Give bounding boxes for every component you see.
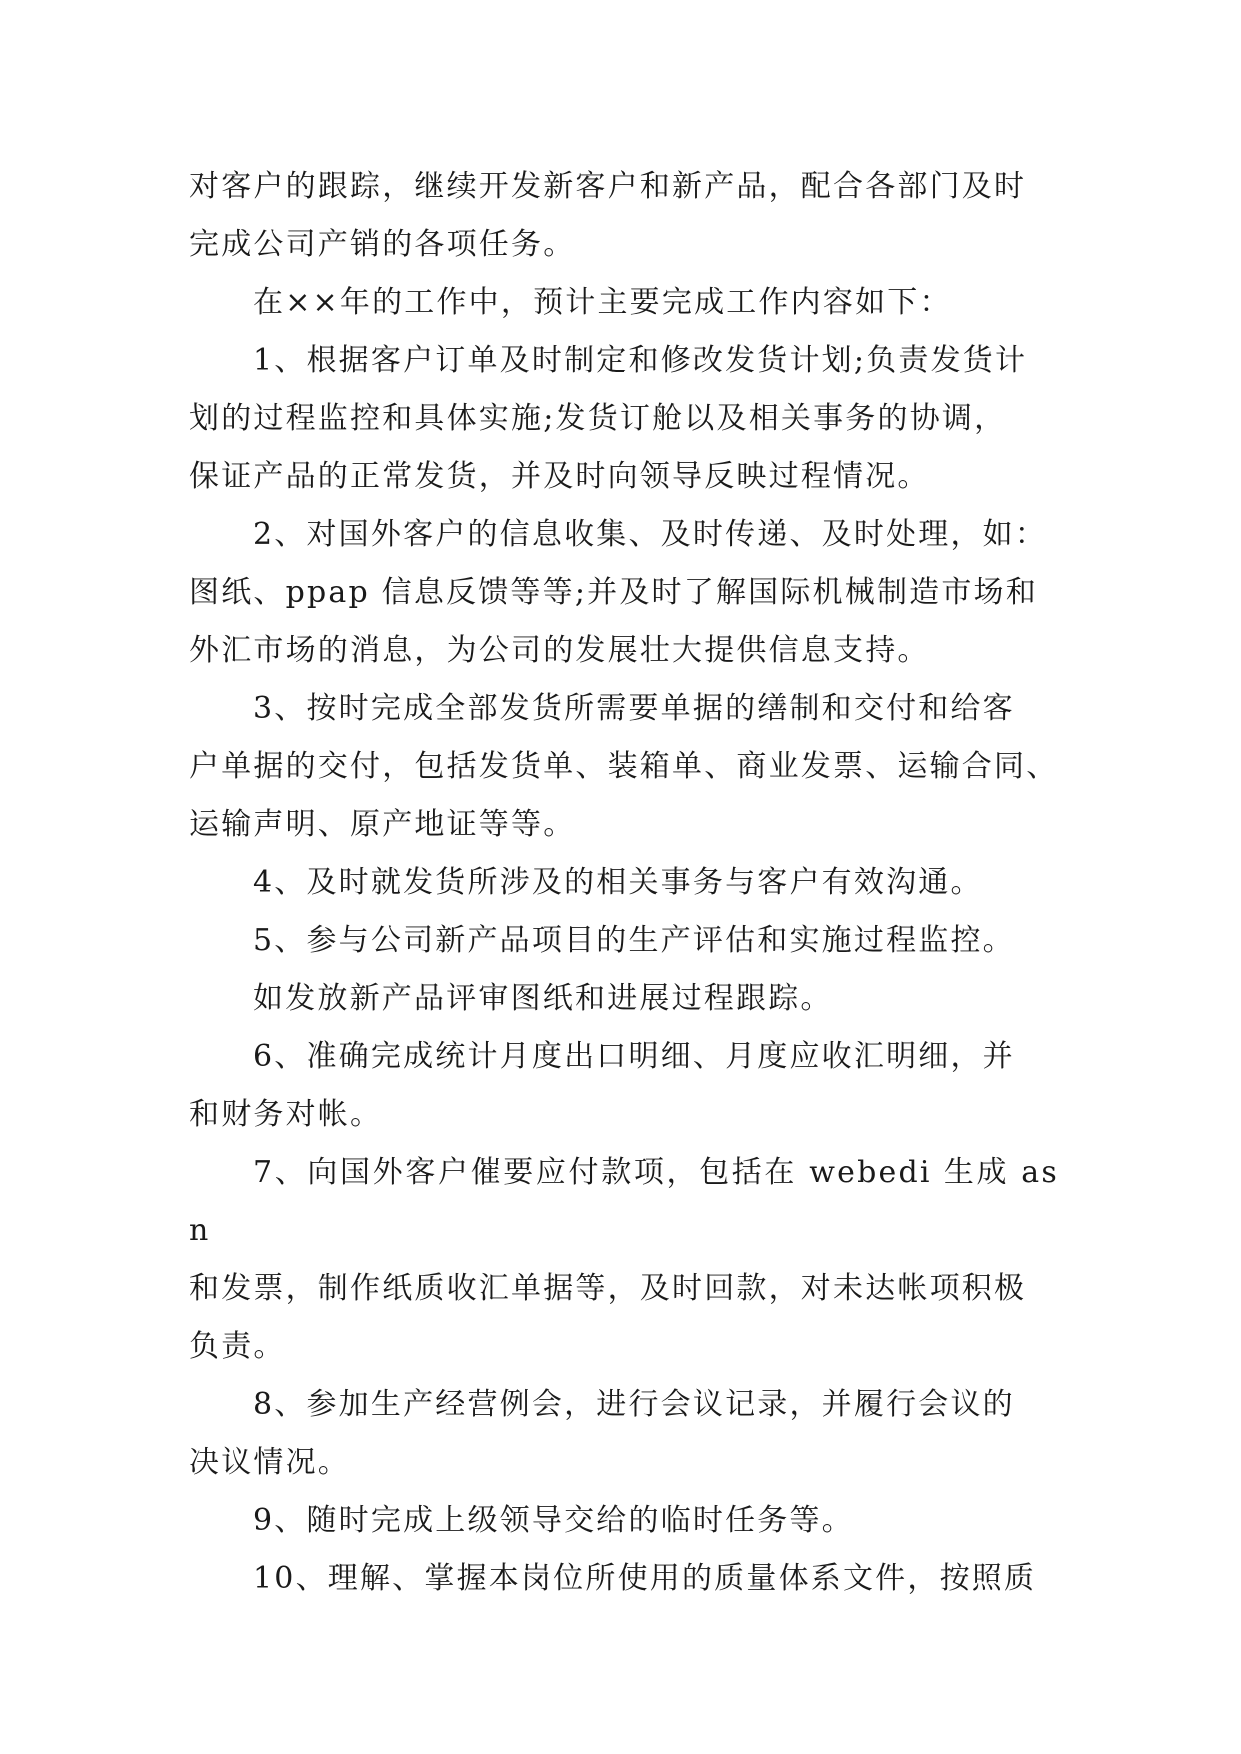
paragraph-item-2: 2、对国外客户的信息收集、及时传递、及时处理，如： 图纸、ppap 信息反馈等等;并及时了解国际机械制造市场和 外汇市场的消息，为公司的发展壮大提供信息支持。 bbox=[189, 517, 1048, 668]
paragraph-item-8: 8、参加生产经营例会，进行会议记录，并履行会议的 决议情况。 bbox=[189, 1387, 1015, 1480]
paragraph-item-7: 7、向国外客户催要应付款项，包括在 webedi 生成 asn 和发票，制作纸质收汇单据等，及时回款，对未达帐项积极 负责。 bbox=[189, 1155, 1059, 1364]
paragraph-item-5: 5、参与公司新产品项目的生产评估和实施过程监控。 bbox=[253, 923, 1015, 958]
document-page bbox=[189, 158, 1059, 1608]
paragraph-item-10: 10、理解、掌握本岗位所使用的质量体系文件，按照质 bbox=[253, 1561, 1037, 1596]
paragraph-item-9: 9、随时完成上级领导交给的临时任务等。 bbox=[253, 1503, 854, 1538]
paragraph-item-4: 4、及时就发货所涉及的相关事务与客户有效沟通。 bbox=[253, 865, 983, 900]
paragraph-continuation: 对客户的跟踪，继续开发新客户和新产品，配合各部门及时 完成公司产销的各项任务。 bbox=[189, 169, 1027, 262]
paragraph-item-1: 1、根据客户订单及时制定和修改发货计划;负责发货计 划的过程监控和具体实施;发货订舱以及相关事务的协调， 保证产品的正常发货，并及时向领导反映过程情况。 bbox=[189, 343, 1028, 494]
paragraph-item-3: 3、按时完成全部发货所需要单据的缮制和交付和给客 户单据的交付，包括发货单、装箱单、商业发票、运输合同、 运输声明、原产地证等等。 bbox=[189, 691, 1059, 842]
paragraph-item-6: 6、准确完成统计月度出口明细、月度应收汇明细，并 和财务对帐。 bbox=[189, 1039, 1015, 1132]
paragraph-item-5-detail: 如发放新产品评审图纸和进展过程跟踪。 bbox=[253, 981, 833, 1016]
paragraph-intro: 在××年的工作中，预计主要完成工作内容如下： bbox=[253, 285, 952, 320]
